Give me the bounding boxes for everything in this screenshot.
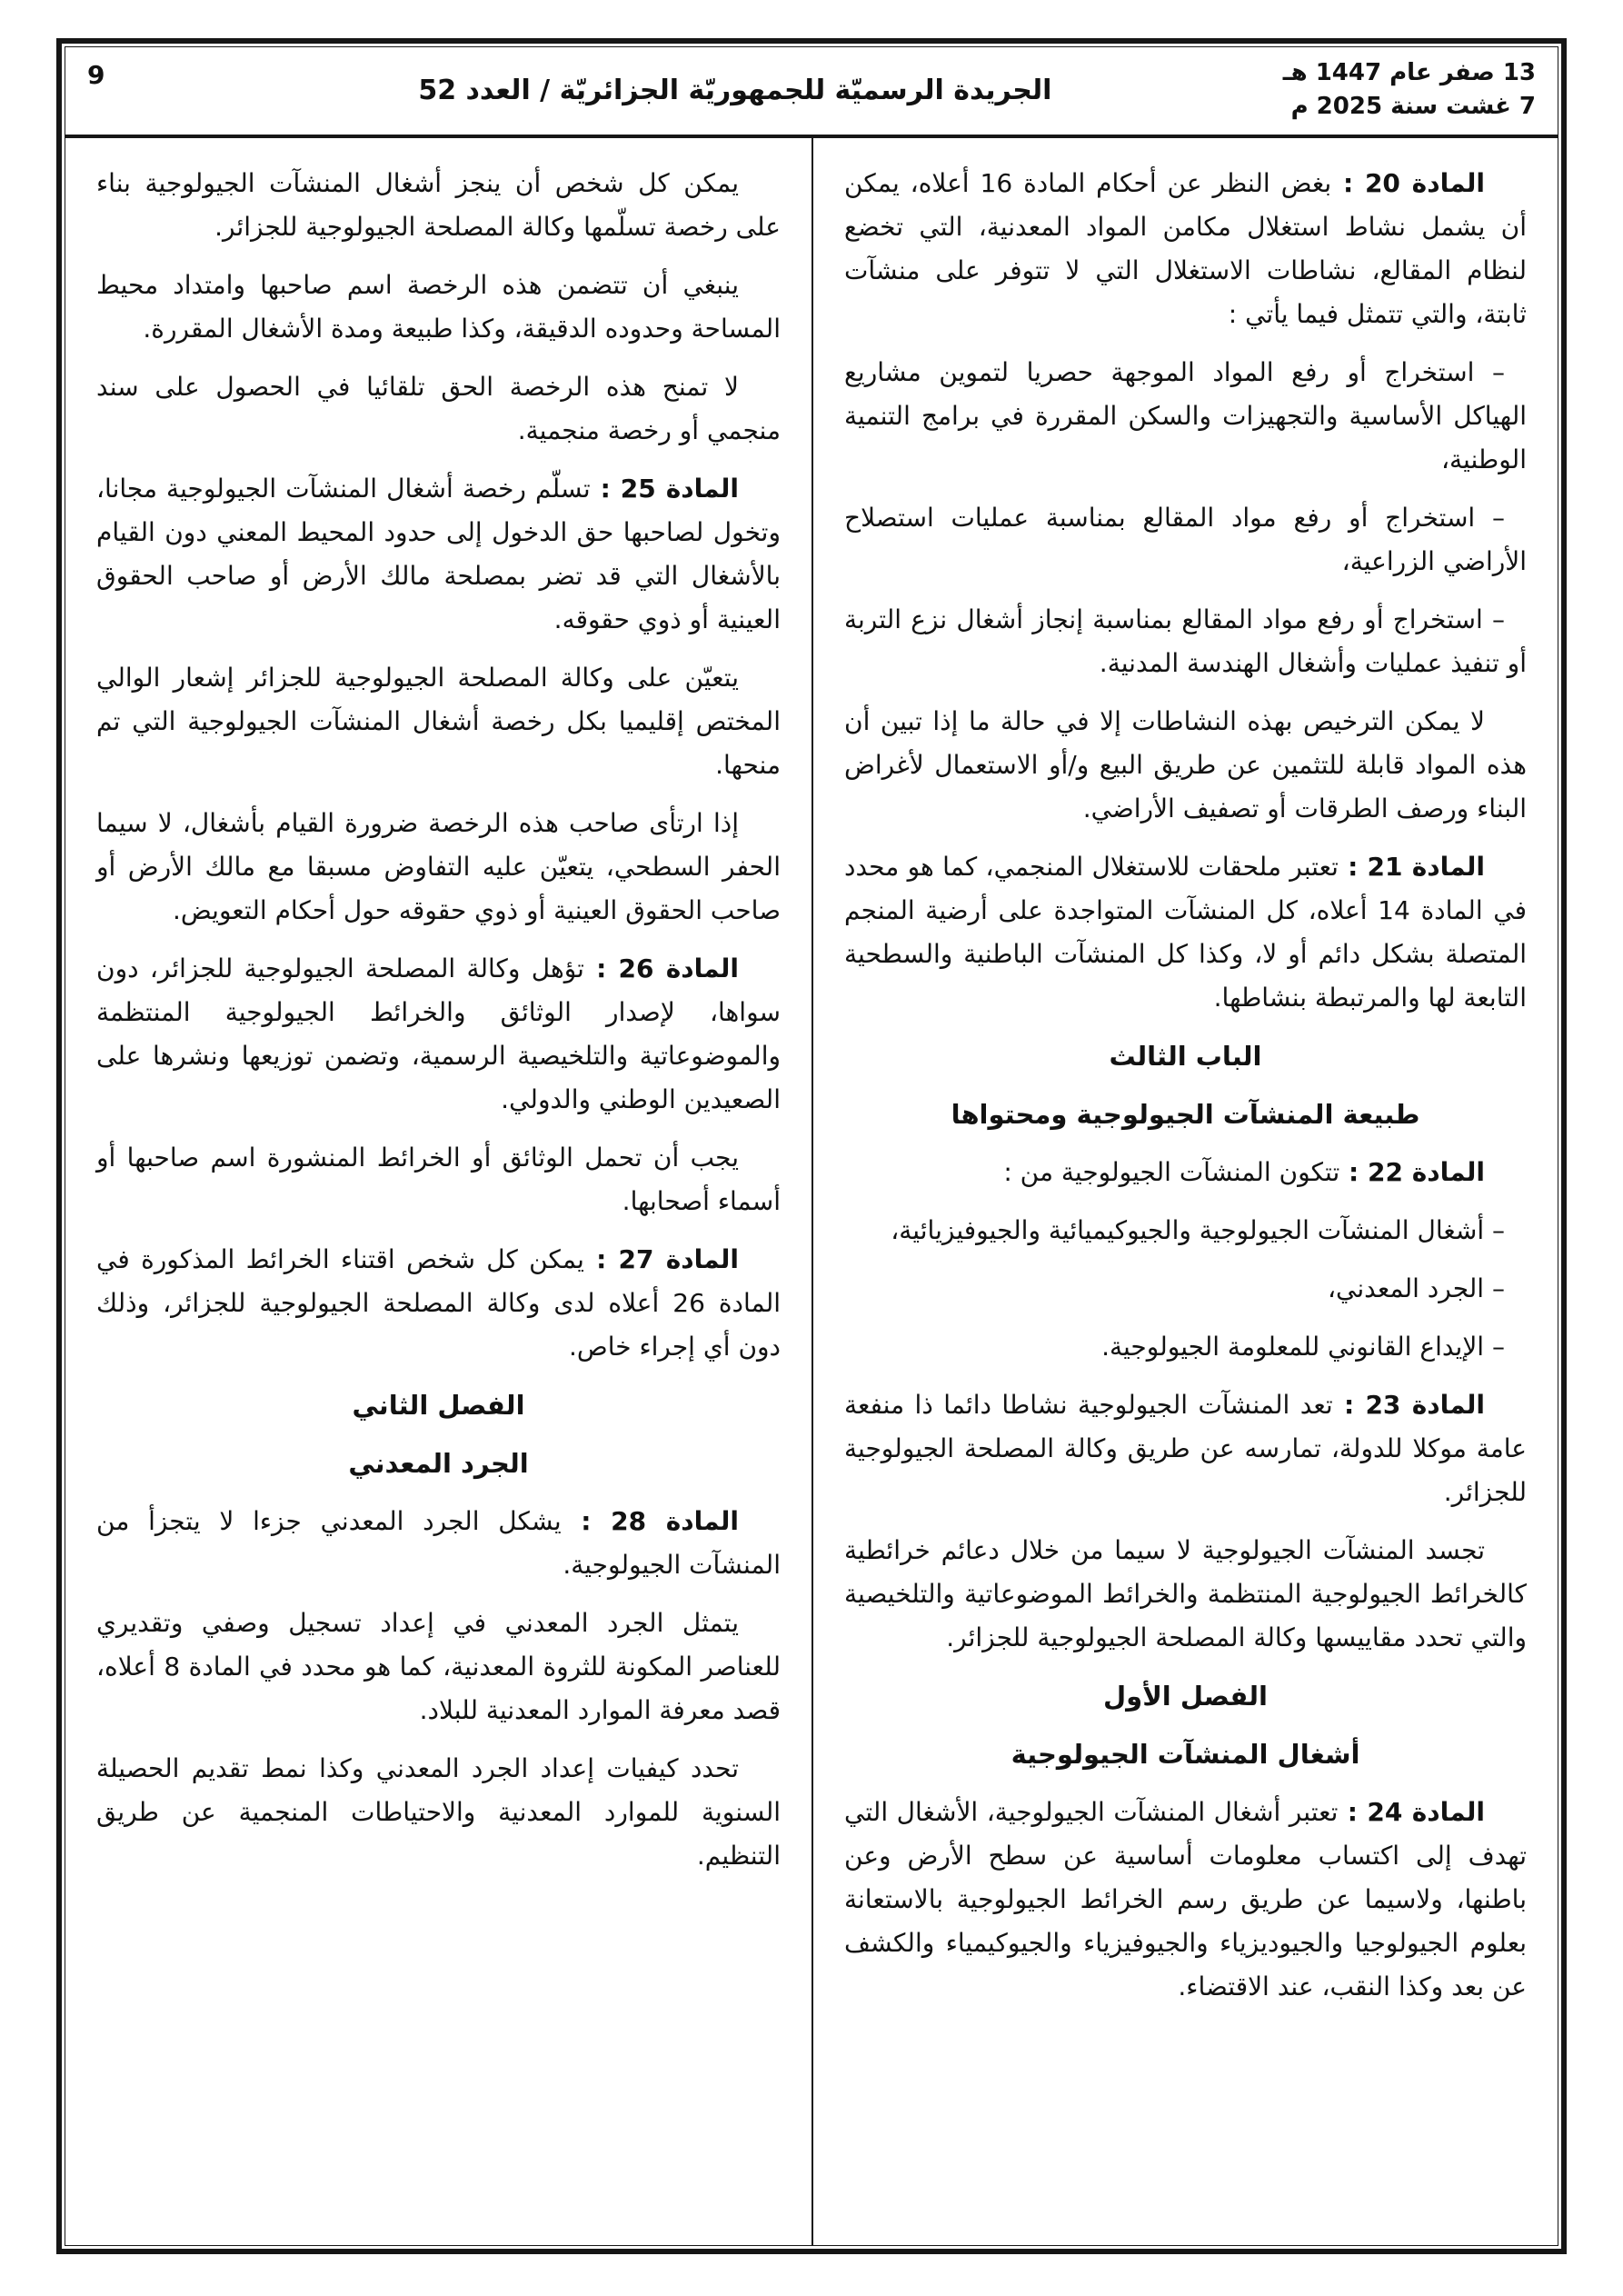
list-item: – استخراج أو رفع المواد الموجهة حصريا لتموين مشاريع الهياكل الأساسية والتجهيزات والسكن المقررة في برامج التنمية الوطنية،	[844, 357, 1527, 474]
paragraph: إذا ارتأى صاحب هذه الرخصة ضرورة القيام بأشغال، لا سيما الحفر السطحي، يتعيّن عليه التفاوض مسبقا مع مالك الأرض أو صاحب الحقوق العينية أو ذوي حقوقه حول أحكام التعويض.	[96, 808, 781, 925]
section-heading: الباب الثالث	[1109, 1041, 1262, 1072]
issue-dates	[1283, 56, 1536, 124]
article-paragraph: المادة 26 : تؤهل وكالة المصلحة الجيولوجية للجزائر، دون سواها، لإصدار الوثائق والخرائط الجيولوجية المنتظمة والموضوعاتية والتلخيصية الرسمية، وتضمن توزيعها ونشرها على الصعيدين الوطني والدولي.	[96, 953, 781, 1114]
paragraph: لا يمكن الترخيص بهذه النشاطات إلا في حالة ما إذا تبين أن هذه المواد قابلة للتثمين عن طريق البيع و/أو الاستعمال لأغراض البناء ورصف الطرقات أو تصفيف الأراضي.	[844, 706, 1527, 824]
page-header	[65, 47, 1558, 138]
article-label: المادة 20 :	[1331, 168, 1485, 198]
article-paragraph: المادة 28 : يشكل الجرد المعدني جزءا لا يتجزأ من المنشآت الجيولوجية.	[96, 1506, 781, 1580]
article-paragraph: المادة 20 : بغض النظر عن أحكام المادة 16 أعلاه، يمكن أن يشمل نشاط استغلال مكامن المواد المعدنية، التي تخضع لنظام المقالع، نشاطات الاستغلال التي لا تتوفر على منشآت ثابتة، والتي تتمثل فيما يأتي :	[844, 168, 1527, 329]
paragraph: يتعيّن على وكالة المصلحة الجيولوجية للجزائر إشعار الوالي المختص إقليميا بكل رخصة أشغال المنشآت الجيولوجية التي تم منحها.	[96, 663, 781, 780]
date-hijri: 13 صفر عام 1447 هـ	[1282, 59, 1536, 86]
article-label: المادة 22 :	[1339, 1157, 1485, 1187]
paragraph: تجسد المنشآت الجيولوجية لا سيما من خلال دعائم خرائطية كالخرائط الجيولوجية المنتظمة والخرائط الموضوعاتية والتلخيصية والتي تحدد مقاييسها وكالة المصلحة الجيولوجية للجزائر.	[844, 1535, 1527, 1652]
paragraph: لا تمنح هذه الرخصة الحق تلقائيا في الحصول على سند منجمي أو رخصة منجمية.	[96, 372, 781, 445]
article-paragraph: المادة 23 : تعد المنشآت الجيولوجية نشاطا دائما ذا منفعة عامة موكلا للدولة، تمارسه عن طريق وكالة المصلحة الجيولوجية للجزائر.	[844, 1390, 1527, 1507]
list-item: – أشغال المنشآت الجيولوجية والجيوكيميائية والجيوفيزيائية،	[891, 1215, 1505, 1245]
section-heading: الجرد المعدني	[348, 1448, 529, 1479]
section-heading: الفصل الأول	[1103, 1681, 1268, 1712]
section-heading: طبيعة المنشآت الجيولوجية ومحتواها	[951, 1099, 1420, 1130]
page-inner-border	[65, 46, 1558, 2246]
content-column-left	[65, 138, 812, 2245]
article-label: المادة 25 :	[590, 474, 739, 504]
article-paragraph: المادة 27 : يمكن كل شخص اقتناء الخرائط المذكورة في المادة 26 أعلاه لدى وكالة المصلحة الجيولوجية للجزائر، وذلك دون أي إجراء خاص.	[96, 1244, 782, 1362]
gazette-title: الجريدة الرسميّة للجمهوريّة الجزائريّة / العدد 52	[418, 74, 1052, 106]
article-label: المادة 21 :	[1338, 852, 1485, 882]
date-gregorian: 7 غشت سنة 2025 م	[1290, 93, 1536, 120]
page-number: 9	[87, 60, 105, 90]
paragraph: يجب أن تحمل الوثائق أو الخرائط المنشورة اسم صاحبها أو أسماء أصحابها.	[96, 1143, 781, 1216]
article-label: المادة 27 :	[583, 1244, 739, 1274]
article-paragraph: المادة 25 : تسلّم رخصة أشغال المنشآت الجيولوجية مجانا، وتخول لصاحبها حق الدخول إلى حدود المحيط المعني دون القيام بالأشغال التي قد تضر بمصلحة مالك الأرض أو صاحب الحقوق العينية أو ذوي حقوقه.	[96, 474, 781, 634]
paragraph: يمكن كل شخص أن ينجز أشغال المنشآت الجيولوجية بناء على رخصة تسلّمها وكالة المصلحة الجيولوجية للجزائر.	[96, 168, 781, 242]
list-item: – استخراج أو رفع مواد المقالع بمناسبة إنجاز أشغال نزع التربة أو تنفيذ عمليات وأشغال الهندسة المدنية.	[844, 604, 1527, 678]
article-label: المادة 24 :	[1338, 1797, 1485, 1827]
list-item: – الإيداع القانوني للمعلومة الجيولوجية.	[1101, 1332, 1505, 1362]
article-paragraph: المادة 24 : تعتبر أشغال المنشآت الجيولوجية، الأشغال التي تهدف إلى اكتساب معلومات أساسية عن سطح الأرض وعن باطنها، ولاسيما عن طريق رسم الخرائط الجيولوجية بالاستعانة بعلوم الجيولوجيا والجيوديزياء والجيوفيزياء والجيوكيمياء والكشف عن بعد وكذا النقب، عند الاقتضاء.	[844, 1797, 1527, 2002]
list-item: – الجرد المعدني،	[1328, 1273, 1505, 1303]
section-heading: أشغال المنشآت الجيولوجية	[1011, 1739, 1360, 1770]
page-frame	[56, 38, 1567, 2254]
section-heading: الفصل الثاني	[352, 1390, 525, 1421]
paragraph: تحدد كيفيات إعداد الجرد المعدني وكذا نمط تقديم الحصيلة السنوية للموارد المعدنية والاحتياطات المنجمية عن طريق التنظيم.	[96, 1753, 781, 1871]
content-column-right	[812, 138, 1558, 2245]
list-item: – استخراج أو رفع مواد المقالع بمناسبة عمليات استصلاح الأراضي الزراعية،	[844, 503, 1527, 576]
article-paragraph: المادة 22 : تتكون المنشآت الجيولوجية من :	[1003, 1157, 1485, 1187]
paragraph: يتمثل الجرد المعدني في إعداد تسجيل وصفي وتقديري للعناصر المكونة للثروة المعدنية، كما هو محدد في المادة 8 أعلاه، قصد معرفة الموارد المعدنية للبلاد.	[96, 1608, 781, 1725]
article-label: المادة 28 :	[561, 1506, 739, 1536]
article-label: المادة 23 :	[1332, 1390, 1485, 1420]
content-columns	[65, 138, 1558, 2245]
article-paragraph: المادة 21 : تعتبر ملحقات للاستغلال المنجمي، كما هو محدد في المادة 14 أعلاه، كل المنشآت المتواجدة على أرضية المنجم المتصلة بشكل دائم أو لا، وكذا كل المنشآت الباطنية والسطحية التابعة لها والمرتبطة بنشاطها.	[844, 852, 1527, 1013]
paragraph: ينبغي أن تتضمن هذه الرخصة اسم صاحبها وامتداد محيط المساحة وحدوده الدقيقة، وكذا طبيعة ومدة الأشغال المقررة.	[96, 270, 781, 344]
article-label: المادة 26 :	[583, 953, 739, 983]
